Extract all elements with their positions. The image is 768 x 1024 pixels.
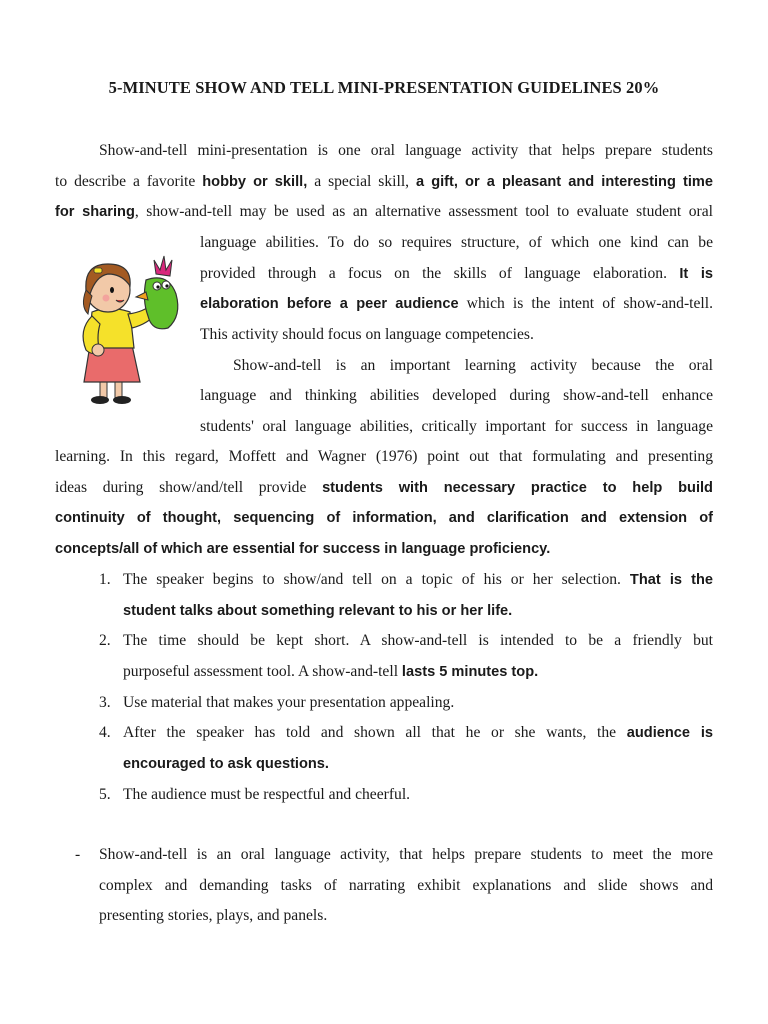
list-line: The time should be kept short. A show-and-tell is intended to be a friendly but [123, 632, 713, 650]
research-paragraph [55, 442, 713, 565]
list-number: 1. [99, 571, 111, 588]
list-line [123, 657, 713, 688]
wrap-line-4: This activity should focus on language competencies. [200, 326, 534, 344]
emphasis-text: It is [679, 265, 714, 282]
emphasis-text: students with necessary practice to help build [322, 479, 713, 496]
emphasis-text: for sharing [55, 204, 135, 221]
text-run: which is the intent of show-and-tell. [458, 295, 713, 313]
summary-line-2: complex and demanding tasks of narrating exhibit explanations and slide shows and [99, 876, 713, 894]
intro-line-3 [55, 197, 713, 228]
wrap-line-2 [200, 259, 713, 290]
text-run: purposeful assessment tool. A show-and-tell [123, 663, 402, 681]
dash-marker: - [75, 846, 81, 863]
research-line-1: learning. In this regard, Moffett and Wagner (1976) point out that formulating and presenting [55, 448, 713, 465]
list-item [55, 688, 713, 719]
list-line [123, 718, 713, 749]
intro-line-1: Show-and-tell mini-presentation is one oral language activity that helps prepare students [99, 142, 713, 159]
list-line: The audience must be respectful and cheerful. [123, 785, 411, 803]
text-run: The speaker begins to show/and tell on a topic of his or her selection. [123, 571, 630, 588]
wrap-line-7: students' oral language abilities, critically important for success in language [200, 418, 713, 436]
list-line: Use material that makes your presentation appealing. [123, 693, 455, 711]
emphasis-text: audience is [626, 725, 713, 742]
research-line-2 [55, 473, 713, 504]
research-line-3: continuity of thought, sequencing of information, and clarification and extension of [55, 510, 713, 527]
intro-paragraph [55, 136, 713, 228]
text-run: After the speaker has told and shown all that he or she wants, the [123, 724, 627, 742]
wrap-line-3 [200, 289, 713, 320]
intro-line-2 [55, 167, 713, 198]
text-run: ideas during show/and/tell provide [55, 478, 323, 496]
list-item [55, 565, 713, 626]
emphasis-text: elaboration before a peer audience [200, 296, 459, 313]
girl-with-bird-puppet-icon [60, 250, 190, 410]
list-line: student talks about something relevant to his or her life. [123, 602, 513, 619]
wrap-line-1: language abilities. To do so requires structure, of which one kind can be [200, 234, 713, 251]
list-line: encouraged to ask questions. [123, 756, 329, 773]
summary-text [55, 840, 713, 932]
list-number: 2. [99, 632, 111, 650]
wrap-line-5: Show-and-tell is an important learning activity because the oral [233, 356, 713, 374]
summary-bullet [55, 840, 713, 932]
list-item [55, 718, 713, 779]
wrapped-paragraph [200, 228, 713, 443]
list-number: 3. [99, 693, 111, 711]
guidelines-list [55, 565, 713, 811]
emphasis-text: a gift, or a pleasant and interesting time [416, 173, 713, 190]
research-line-4: concepts/all of which are essential for success in language proficiency. [55, 541, 551, 558]
list-item [55, 780, 713, 811]
emphasis-text: lasts 5 minutes top. [401, 664, 539, 681]
emphasis-text: hobby or skill, [202, 173, 308, 190]
emphasis-text: That is the [629, 572, 713, 588]
summary-line-1: Show-and-tell is an oral language activity, that helps prepare students to meet the more [99, 846, 713, 863]
list-number: 5. [99, 785, 111, 803]
wrap-line-6: language and thinking abilities developed during show-and-tell enhance [200, 387, 713, 405]
list-item [55, 626, 713, 687]
text-run: provided through a focus on the skills of language elaboration. [200, 264, 680, 282]
page-title: 5-MINUTE SHOW AND TELL MINI-PRESENTATION GUIDELINES 20% [108, 78, 660, 97]
text-run: to describe a favorite [55, 172, 203, 190]
summary-line-3: presenting stories, plays, and panels. [99, 907, 328, 925]
text-run: , show-and-tell may be used as an alternative assessment tool to evaluate student oral [134, 203, 713, 221]
text-run: a special skill, [307, 172, 416, 190]
list-line [123, 565, 713, 596]
list-number: 4. [99, 724, 111, 742]
